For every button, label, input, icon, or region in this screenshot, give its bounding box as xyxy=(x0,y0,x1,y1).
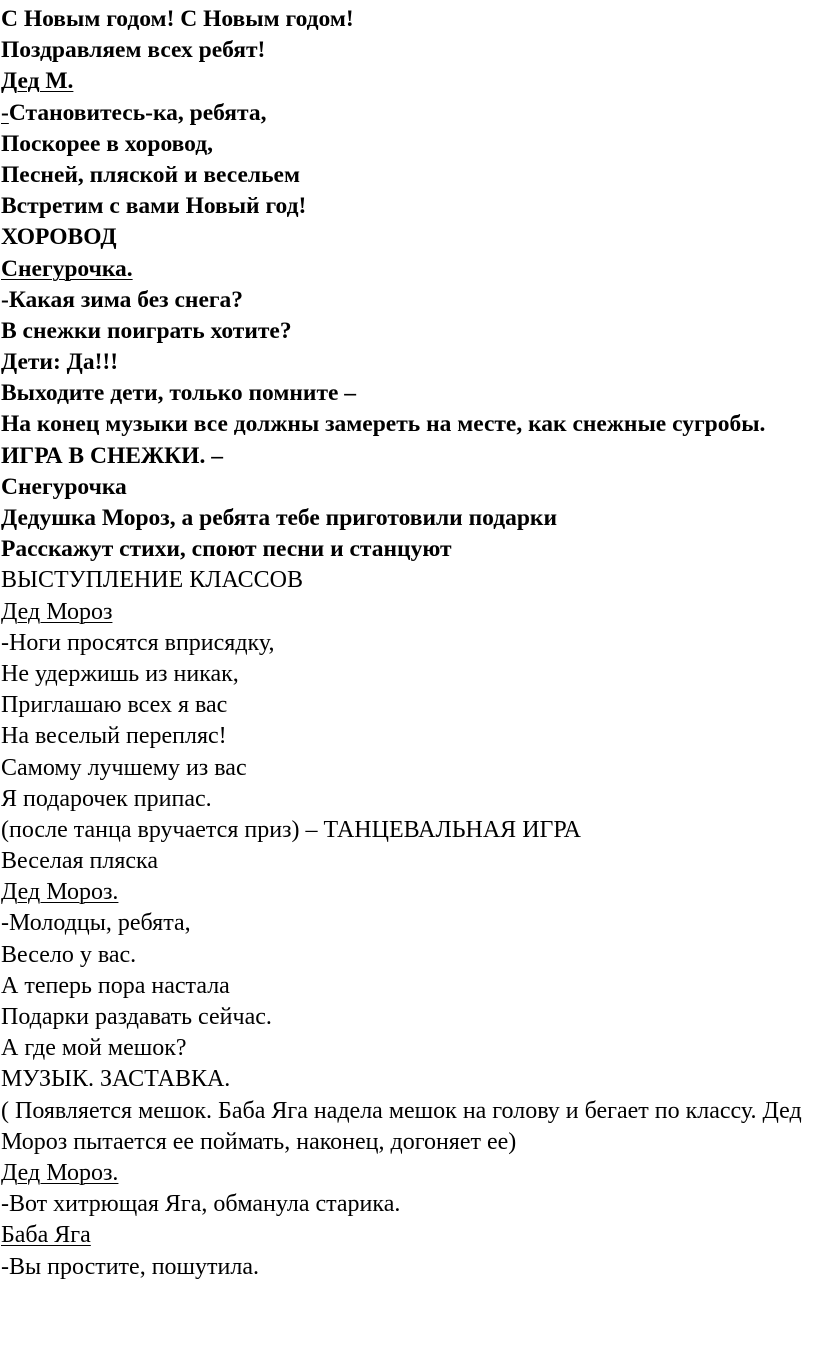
speaker-label: Баба Яга xyxy=(1,1222,91,1249)
text-line: Поздравляем всех ребят! xyxy=(1,37,266,64)
text-line: Поскорее в хоровод, xyxy=(1,130,214,157)
text-line: -Молодцы, ребята, xyxy=(1,910,191,937)
speaker-label: Дед Мороз. xyxy=(1,879,119,906)
dash-mark: - xyxy=(1,99,9,126)
speaker-label: Снегурочка xyxy=(1,473,127,500)
text-line: На веселый перепляс! xyxy=(1,723,227,750)
text-line: -Какая зима без снега? xyxy=(1,286,244,313)
text-line: Встретим с вами Новый год! xyxy=(1,193,307,220)
speaker-label: Дед М. xyxy=(1,68,74,95)
text-paragraph: ( Появляется мешок. Баба Яга надела мешок на голову и бегает по классу. Дед Мороз пытается ее поймать, наконец, догоняет ее) xyxy=(1,1097,802,1155)
text-line: Я подарочек припас. xyxy=(1,785,212,812)
text-line: Не удержишь из никак, xyxy=(1,660,239,687)
text-paragraph: На конец музыки все должны замереть на месте, как снежные сугробы. xyxy=(1,411,766,438)
text-line: Веселая пляска xyxy=(1,848,158,875)
speaker-label: Снегурочка. xyxy=(1,255,133,282)
text-line: -Вы простите, пошутила. xyxy=(1,1253,259,1280)
text-line: В снежки поиграть хотите? xyxy=(1,317,292,344)
section-heading: ХОРОВОД xyxy=(1,224,117,251)
text-line: Весело у вас. xyxy=(1,941,137,968)
text-line: Песней, пляской и весельем xyxy=(1,161,300,188)
speaker-label: Дед Мороз. xyxy=(1,1159,119,1186)
text-line: Подарки раздавать сейчас. xyxy=(1,1004,272,1031)
text-line: (после танца вручается приз) – ТАНЦЕВАЛЬНАЯ ИГРА xyxy=(1,816,582,843)
text-line: -Ноги просятся вприсядку, xyxy=(1,629,275,656)
text-fragment: Становитесь-ка, ребята, xyxy=(8,99,267,126)
text-line: Самому лучшему из вас xyxy=(1,754,247,781)
speaker-label: Дед Мороз xyxy=(1,598,113,625)
text-line: Дедушка Мороз, а ребята тебе приготовили подарки xyxy=(1,505,557,532)
text-line: -Вот хитрющая Яга, обманула старика. xyxy=(1,1191,401,1218)
text-line: Приглашаю всех я вас xyxy=(1,692,228,719)
text-line: Расскажут стихи, споют песни и станцуют xyxy=(1,536,452,563)
text-line: А теперь пора настала xyxy=(1,972,230,999)
section-heading: ИГРА В СНЕЖКИ. – xyxy=(1,442,223,469)
text-line xyxy=(1,98,816,129)
text-line: Выходите дети, только помните – xyxy=(1,380,357,407)
text-line: Дети: Да!!! xyxy=(1,349,119,376)
section-heading: ВЫСТУПЛЕНИЕ КЛАССОВ xyxy=(1,567,303,594)
text-line: С Новым годом! С Новым годом! xyxy=(1,6,354,32)
section-heading: МУЗЫК. ЗАСТАВКА. xyxy=(1,1066,231,1093)
text-line: А где мой мешок? xyxy=(1,1035,187,1062)
